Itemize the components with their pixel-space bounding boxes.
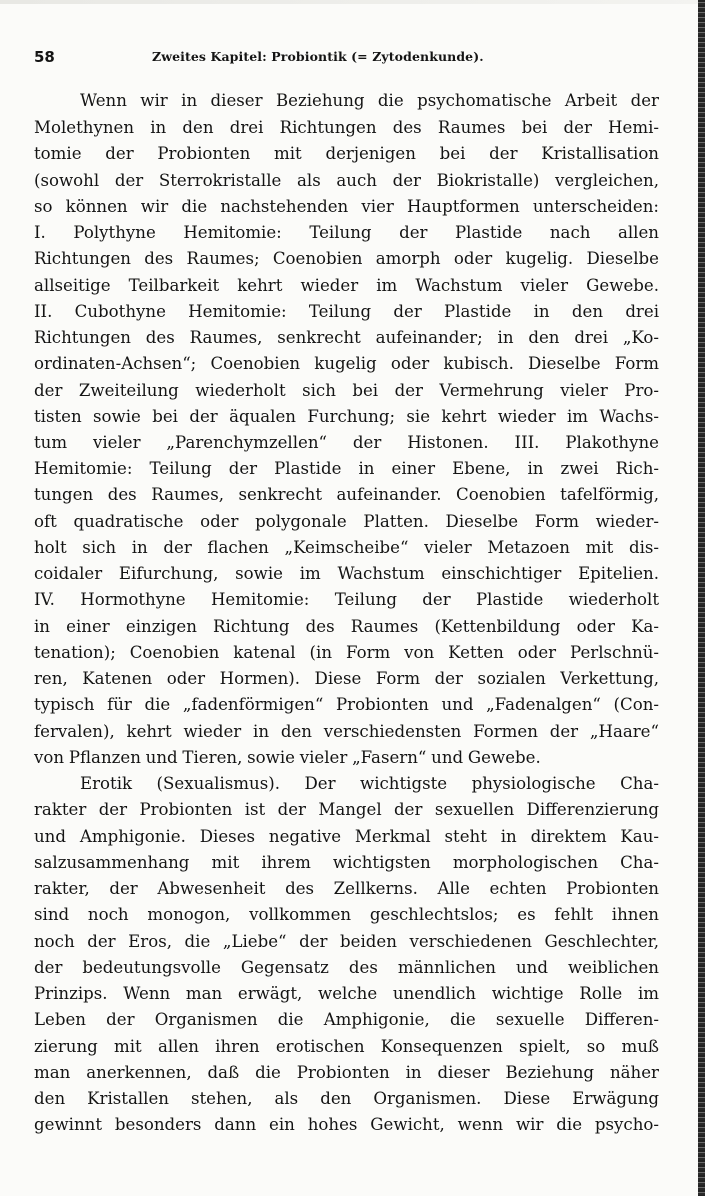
text-line: salzusammenhang mit ihrem wichtigsten morphologischen Cha- <box>34 853 659 872</box>
text-line: den Kristallen stehen, als den Organismen. Diese Erwägung <box>34 1089 659 1108</box>
text-line: der bedeutungsvolle Gegensatz des männlichen und weiblichen <box>34 958 659 977</box>
text-line: sind noch monogon, vollkommen geschlechtslos; es fehlt ihnen <box>34 905 659 924</box>
text-line: noch der Eros, die „Liebe“ der beiden verschiedenen Geschlechter, <box>34 932 659 951</box>
text-line: I. Polythyne Hemitomie: Teilung der Plastide nach allen <box>34 223 659 242</box>
text-line: allseitige Teilbarkeit kehrt wieder im Wachstum vieler Gewebe. <box>34 276 659 295</box>
text-line: in einer einzigen Richtung des Raumes (Kettenbildung oder Ka- <box>34 617 659 636</box>
text-line: Richtungen des Raumes; Coenobien amorph oder kugelig. Dieselbe <box>34 249 659 268</box>
running-head: Zweites Kapitel: Probiontik (= Zytodenkunde). <box>152 49 484 64</box>
text-line: und Amphigonie. Dieses negative Merkmal steht in direktem Kau- <box>34 827 659 846</box>
text-line: Hemitomie: Teilung der Plastide in einer Ebene, in zwei Rich- <box>34 459 659 478</box>
text-line: holt sich in der flachen „Keimscheibe“ vieler Metazoen mit dis- <box>34 538 659 557</box>
text-line: Prinzips. Wenn man erwägt, welche unendlich wichtige Rolle im <box>34 984 659 1003</box>
text-line: tenation); Coenobien katenal (in Form von Ketten oder Perlschnü- <box>34 643 659 662</box>
text-line: Leben der Organismen die Amphigonie, die sexuelle Differen- <box>34 1010 659 1029</box>
text-line: fervalen), kehrt wieder in den verschiedensten Formen der „Haare“ <box>34 722 659 741</box>
text-line: (sowohl der Sterrokristalle als auch der Biokristalle) vergleichen, <box>34 171 659 190</box>
text-line: coidaler Eifurchung, sowie im Wachstum einschichtiger Epitelien. <box>34 564 659 583</box>
text-line: der Zweiteilung wiederholt sich bei der Vermehrung vieler Pro- <box>34 381 659 400</box>
text-line: typisch für die „fadenförmigen“ Probionten und „Fadenalgen“ (Con- <box>34 695 659 714</box>
text-line: gewinnt besonders dann ein hohes Gewicht, wenn wir die psycho- <box>34 1115 659 1134</box>
text-line: Erotik (Sexualismus). Der wichtigste physiologische Cha- <box>80 774 659 793</box>
text-line: IV. Hormothyne Hemitomie: Teilung der Plastide wiederholt <box>34 590 659 609</box>
text-line: tomie der Probionten mit derjenigen bei der Kristallisation <box>34 144 659 163</box>
text-line: Richtungen des Raumes, senkrecht aufeinander; in den drei „Ko- <box>34 328 659 347</box>
text-line: II. Cubothyne Hemitomie: Teilung der Plastide in den drei <box>34 302 659 321</box>
text-line: rakter der Probionten ist der Mangel der sexuellen Differenzierung <box>34 800 659 819</box>
text-line: Molethynen in den drei Richtungen des Raumes bei der Hemi- <box>34 118 659 137</box>
text-line: zierung mit allen ihren erotischen Konsequenzen spielt, so muß <box>34 1037 659 1056</box>
text-line: oft quadratische oder polygonale Platten. Dieselbe Form wieder- <box>34 512 659 531</box>
text-line: tungen des Raumes, senkrecht aufeinander. Coenobien tafelförmig, <box>34 485 659 504</box>
text-line: tum vieler „Parenchymzellen“ der Histonen. III. Plakothyne <box>34 433 659 452</box>
text-line: tisten sowie bei der äqualen Furchung; sie kehrt wieder im Wachs- <box>34 407 659 426</box>
text-line: ordinaten-Achsen“; Coenobien kugelig oder kubisch. Dieselbe Form <box>34 354 659 373</box>
text-line: so können wir die nachstehenden vier Hauptformen unterscheiden: <box>34 197 659 216</box>
page-number: 58 <box>34 48 55 66</box>
text-line: ren, Katenen oder Hormen). Diese Form der sozialen Verkettung, <box>34 669 659 688</box>
text-line: Wenn wir in dieser Beziehung die psychomatische Arbeit der <box>80 91 659 110</box>
text-line: von Pflanzen und Tieren, sowie vieler „Fasern“ und Gewebe. <box>34 748 541 767</box>
text-line: man anerkennen, daß die Probionten in dieser Beziehung näher <box>34 1063 659 1082</box>
text-line: rakter, der Abwesenheit des Zellkerns. Alle echten Probionten <box>34 879 659 898</box>
